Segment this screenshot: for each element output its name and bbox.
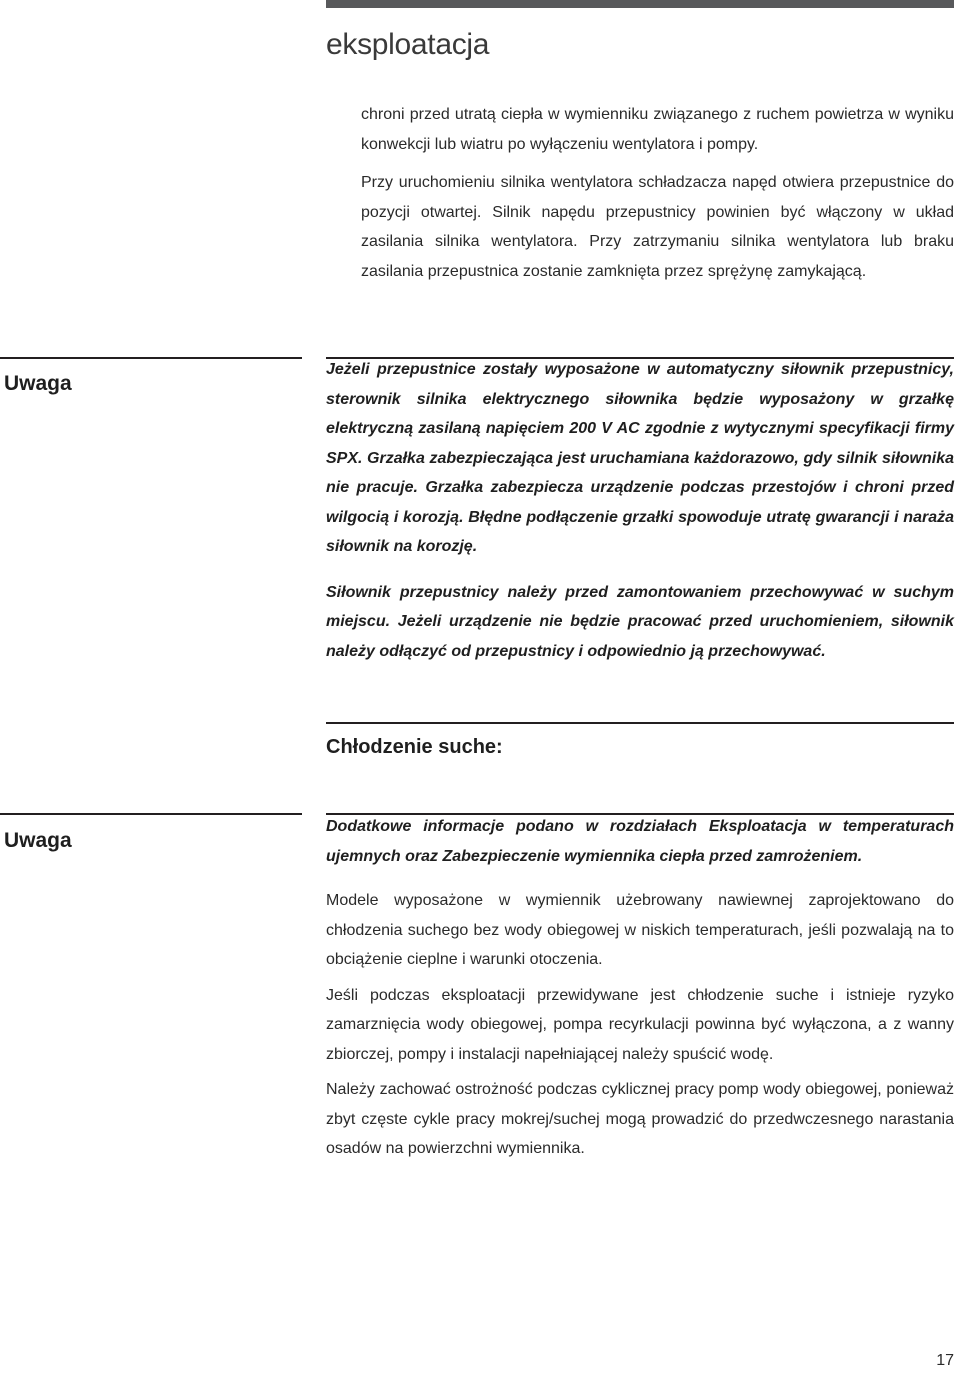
note-1-paragraph-1: Jeżeli przepustnice zostały wyposażone w automatyczny siłownik przepustnicy, sterownik silnika elektrycznego siłownika będzie wyposażony w grzałkę elektryczną zasilaną napięciem 200 V AC zgodnie z wytycznymi specyfikacji firmy SPX. Grzałka zabezpieczająca jest uruchamiana każdorazowo, gdy silnik siłownika nie pracuje. Grzałka zabezpiecza urządzenie podczas przestojów i chroni przed wilgocią i korozją. Błędne podłączenie grzałki spowoduje utratę gwarancji i naraża siłownik na korozję.	[326, 361, 954, 555]
header-bar	[326, 0, 954, 8]
note-1-paragraph-2: Siłownik przepustnicy należy przed zamontowaniem przechowywać w suchym miejscu. Jeżeli urządzenie nie będzie pracować przed uruchomieniem, siłownik należy odłączyć od przepustnicy i odpowiednio ją przechowywać.	[326, 583, 954, 660]
intro-paragraph-1: chroni przed utratą ciepła w wymienniku związanego z ruchem powietrza w wyniku konwekcji lub wiatru po wyłączeniu wentylatora i pompy.	[361, 106, 954, 153]
note-2-label: Uwaga	[4, 829, 72, 852]
note-1-rule-left	[0, 357, 302, 359]
note-2-paragraph-1: Dodatkowe informacje podano w rozdziałach Eksploatacja w temperaturach ujemnych oraz Zabezpieczenie wymiennika ciepła przed zamrożeniem.	[326, 818, 954, 865]
dry-cooling-rule	[326, 722, 954, 724]
body-paragraph-1: Modele wyposażone w wymiennik użebrowany nawiewnej zaprojektowano do chłodzenia suchego bez wody obiegowej w niskich temperaturach, jeśli pozwalają na to obciążenie cieplne i warunki otoczenia.	[326, 892, 954, 968]
dry-cooling-heading: Chłodzenie suche:	[326, 736, 503, 758]
body-paragraph-3: Należy zachować ostrożność podczas cyklicznej pracy pomp wody obiegowej, ponieważ zbyt częste cykle pracy mokrej/suchej mogą prowadzić do przedwczesnego narastania osadów na powierzchni wymiennika.	[326, 1081, 954, 1157]
intro-paragraph-2: Przy uruchomieniu silnika wentylatora schładzacza napęd otwiera przepustnice do pozycji otwartej. Silnik napędu przepustnicy powinien być włączony w układ zasilania silnika wentylatora. Przy zatrzymaniu silnika wentylatora lub braku zasilania przepustnica zostanie zamknięta przez sprężynę zamykającą.	[361, 174, 954, 280]
dry-cooling-body	[326, 886, 954, 1164]
note-2-text	[326, 812, 954, 871]
page-number: 17	[936, 1352, 954, 1369]
note-1-text	[326, 355, 954, 666]
intro-text	[361, 100, 954, 286]
section-title: eksploatacja	[326, 28, 490, 61]
note-1-label: Uwaga	[4, 372, 72, 395]
note-2-rule-left	[0, 813, 302, 815]
body-paragraph-2: Jeśli podczas eksploatacji przewidywane jest chłodzenie suche i istnieje ryzyko zamarznięcia wody obiegowej, pompa recyrkulacji powinna być wyłączona, a z wanny zbiorczej, pompy i instalacji napełniającej należy spuścić wodę.	[326, 986, 954, 1063]
